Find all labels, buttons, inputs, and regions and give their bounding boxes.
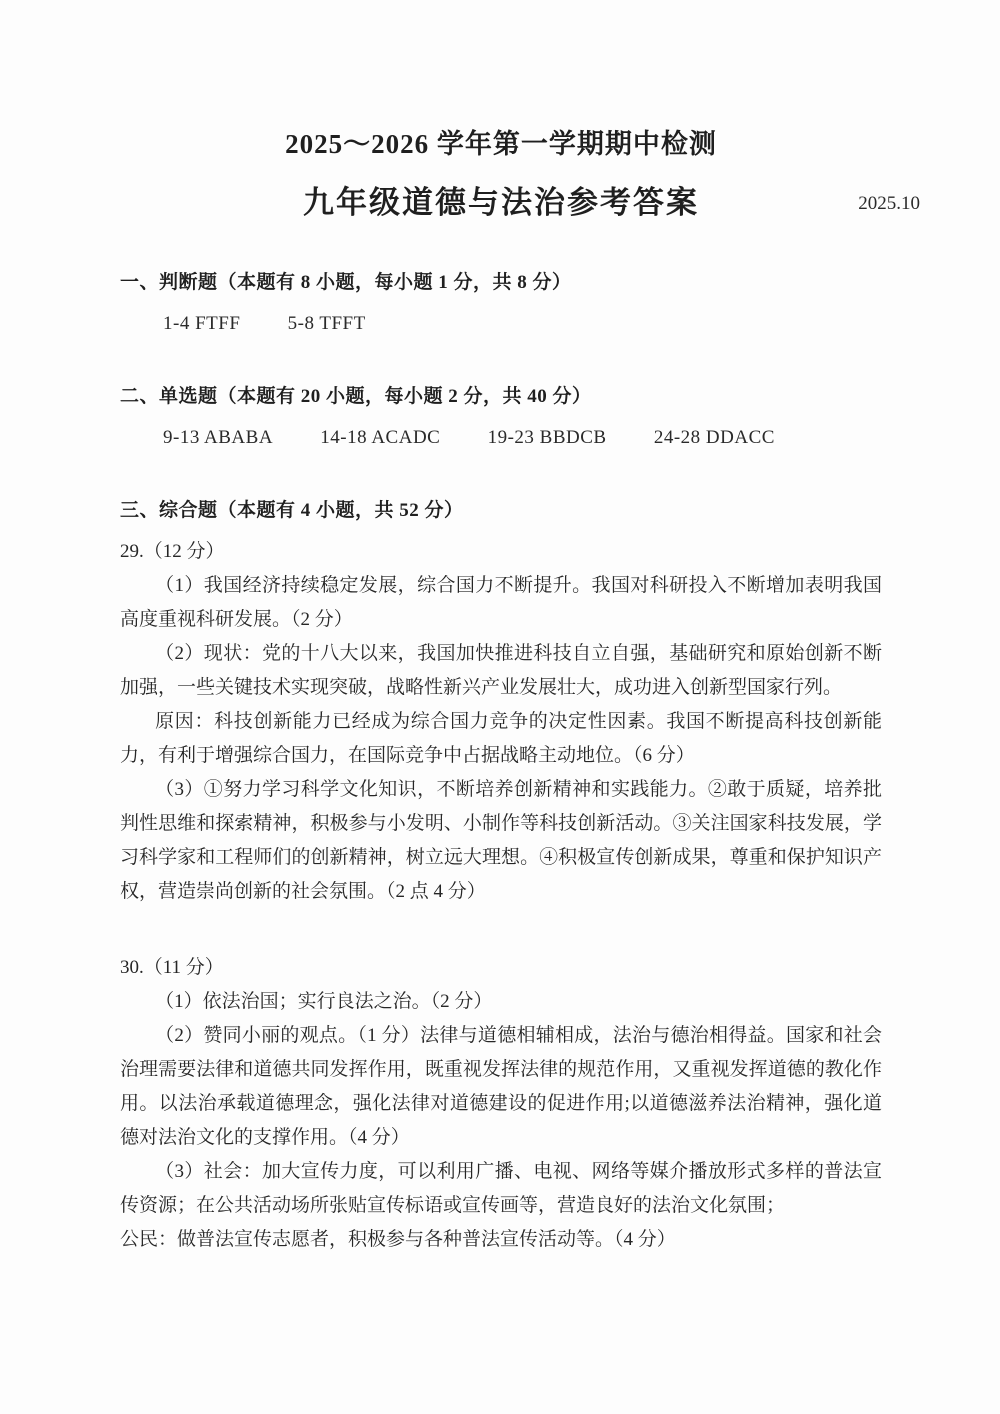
question-29-answer-2-status: （2）现状：党的十八大以来，我国加快推进科技自立自强，基础研究和原始创新不断加强，一些关键技术实现突破，战略性新兴产业发展壮大，成功进入创新型国家行列。 [120, 643, 882, 698]
answer-key-title: 九年级道德与法治参考答案 [303, 185, 699, 220]
question-29-answer-2-reason: 原因：科技创新能力已经成为综合国力竞争的决定性因素。我国不断提高科技创新能力，有利于增强综合国力，在国际竞争中占据战略主动地位。（6 分） [120, 711, 882, 766]
question-30-label: 30.（11 分） [120, 957, 224, 978]
answer-group-14-18: 14-18 ACADC [320, 427, 441, 448]
question-30-answer-3-society: （3）社会：加大宣传力度，可以利用广播、电视、网络等媒介播放形式多样的普法宣传资源；在公共活动场所张贴宣传标语或宣传画等，营造良好的法治文化氛围； [120, 1161, 882, 1216]
answer-group-24-28: 24-28 DDACC [653, 427, 775, 448]
exam-date: 2025.10 [858, 193, 920, 214]
document-header [120, 122, 920, 220]
section-heading-comprehensive: 三、综合题（本题有 4 小题，共 52 分） [120, 500, 464, 521]
question-30-answer-3-citizen: 公民：做普法宣传志愿者，积极参与各种普法宣传活动等。（4 分） [120, 1229, 676, 1250]
subtitle-row [120, 177, 920, 220]
question-29-answer-1: （1）我国经济持续稳定发展，综合国力不断提升。我国对科研投入不断增加表明我国高度重视科研发展。（2 分） [120, 575, 882, 630]
question-30-answer-2: （2）赞同小丽的观点。（1 分）法律与道德相辅相成，法治与德治相得益。国家和社会治理需要法律和道德共同发挥作用，既重视发挥法律的规范作用，又重视发挥道德的教化作用。以法治承载道德理念，强化法律对道德建设的促进作用;以道德滋养法治精神，强化道德对法治文化的支撑作用。（4 分） [120, 1025, 882, 1148]
answer-group-9-13: 9-13 ABABA [163, 427, 274, 448]
exam-session-title: 2025～2026 学年第一学期期中检测 [285, 129, 717, 159]
answer-group-5-8: 5-8 TFFT [287, 313, 366, 334]
true-false-answers-row [120, 311, 882, 337]
section-true-false [120, 269, 882, 337]
section-heading-single-choice: 二、单选题（本题有 20 小题，每小题 2 分，共 40 分） [120, 386, 592, 407]
single-choice-answers-row [120, 425, 882, 451]
section-comprehensive [120, 497, 882, 1257]
section-single-choice [120, 383, 882, 451]
section-heading-true-false: 一、判断题（本题有 8 小题，每小题 1 分，共 8 分） [120, 272, 572, 293]
answer-group-1-4: 1-4 FTFF [163, 313, 241, 334]
question-30 [120, 951, 882, 1257]
question-29-answer-3: （3）①努力学习科学文化知识，不断培养创新精神和实践能力。②敢于质疑，培养批判性思维和探索精神，积极参与小发明、小制作等科技创新活动。③关注国家科技发展，学习科学家和工程师们的创新精神，树立远大理想。④积极宣传创新成果，尊重和保护知识产权，营造崇尚创新的社会氛围。（2 点 4 分） [120, 779, 882, 902]
question-29-label: 29.（12 分） [120, 541, 225, 562]
question-30-answer-1: （1）依法治国；实行良法之治。（2 分） [155, 991, 493, 1012]
question-29 [120, 535, 882, 909]
answer-group-19-23: 19-23 BBDCB [487, 427, 607, 448]
